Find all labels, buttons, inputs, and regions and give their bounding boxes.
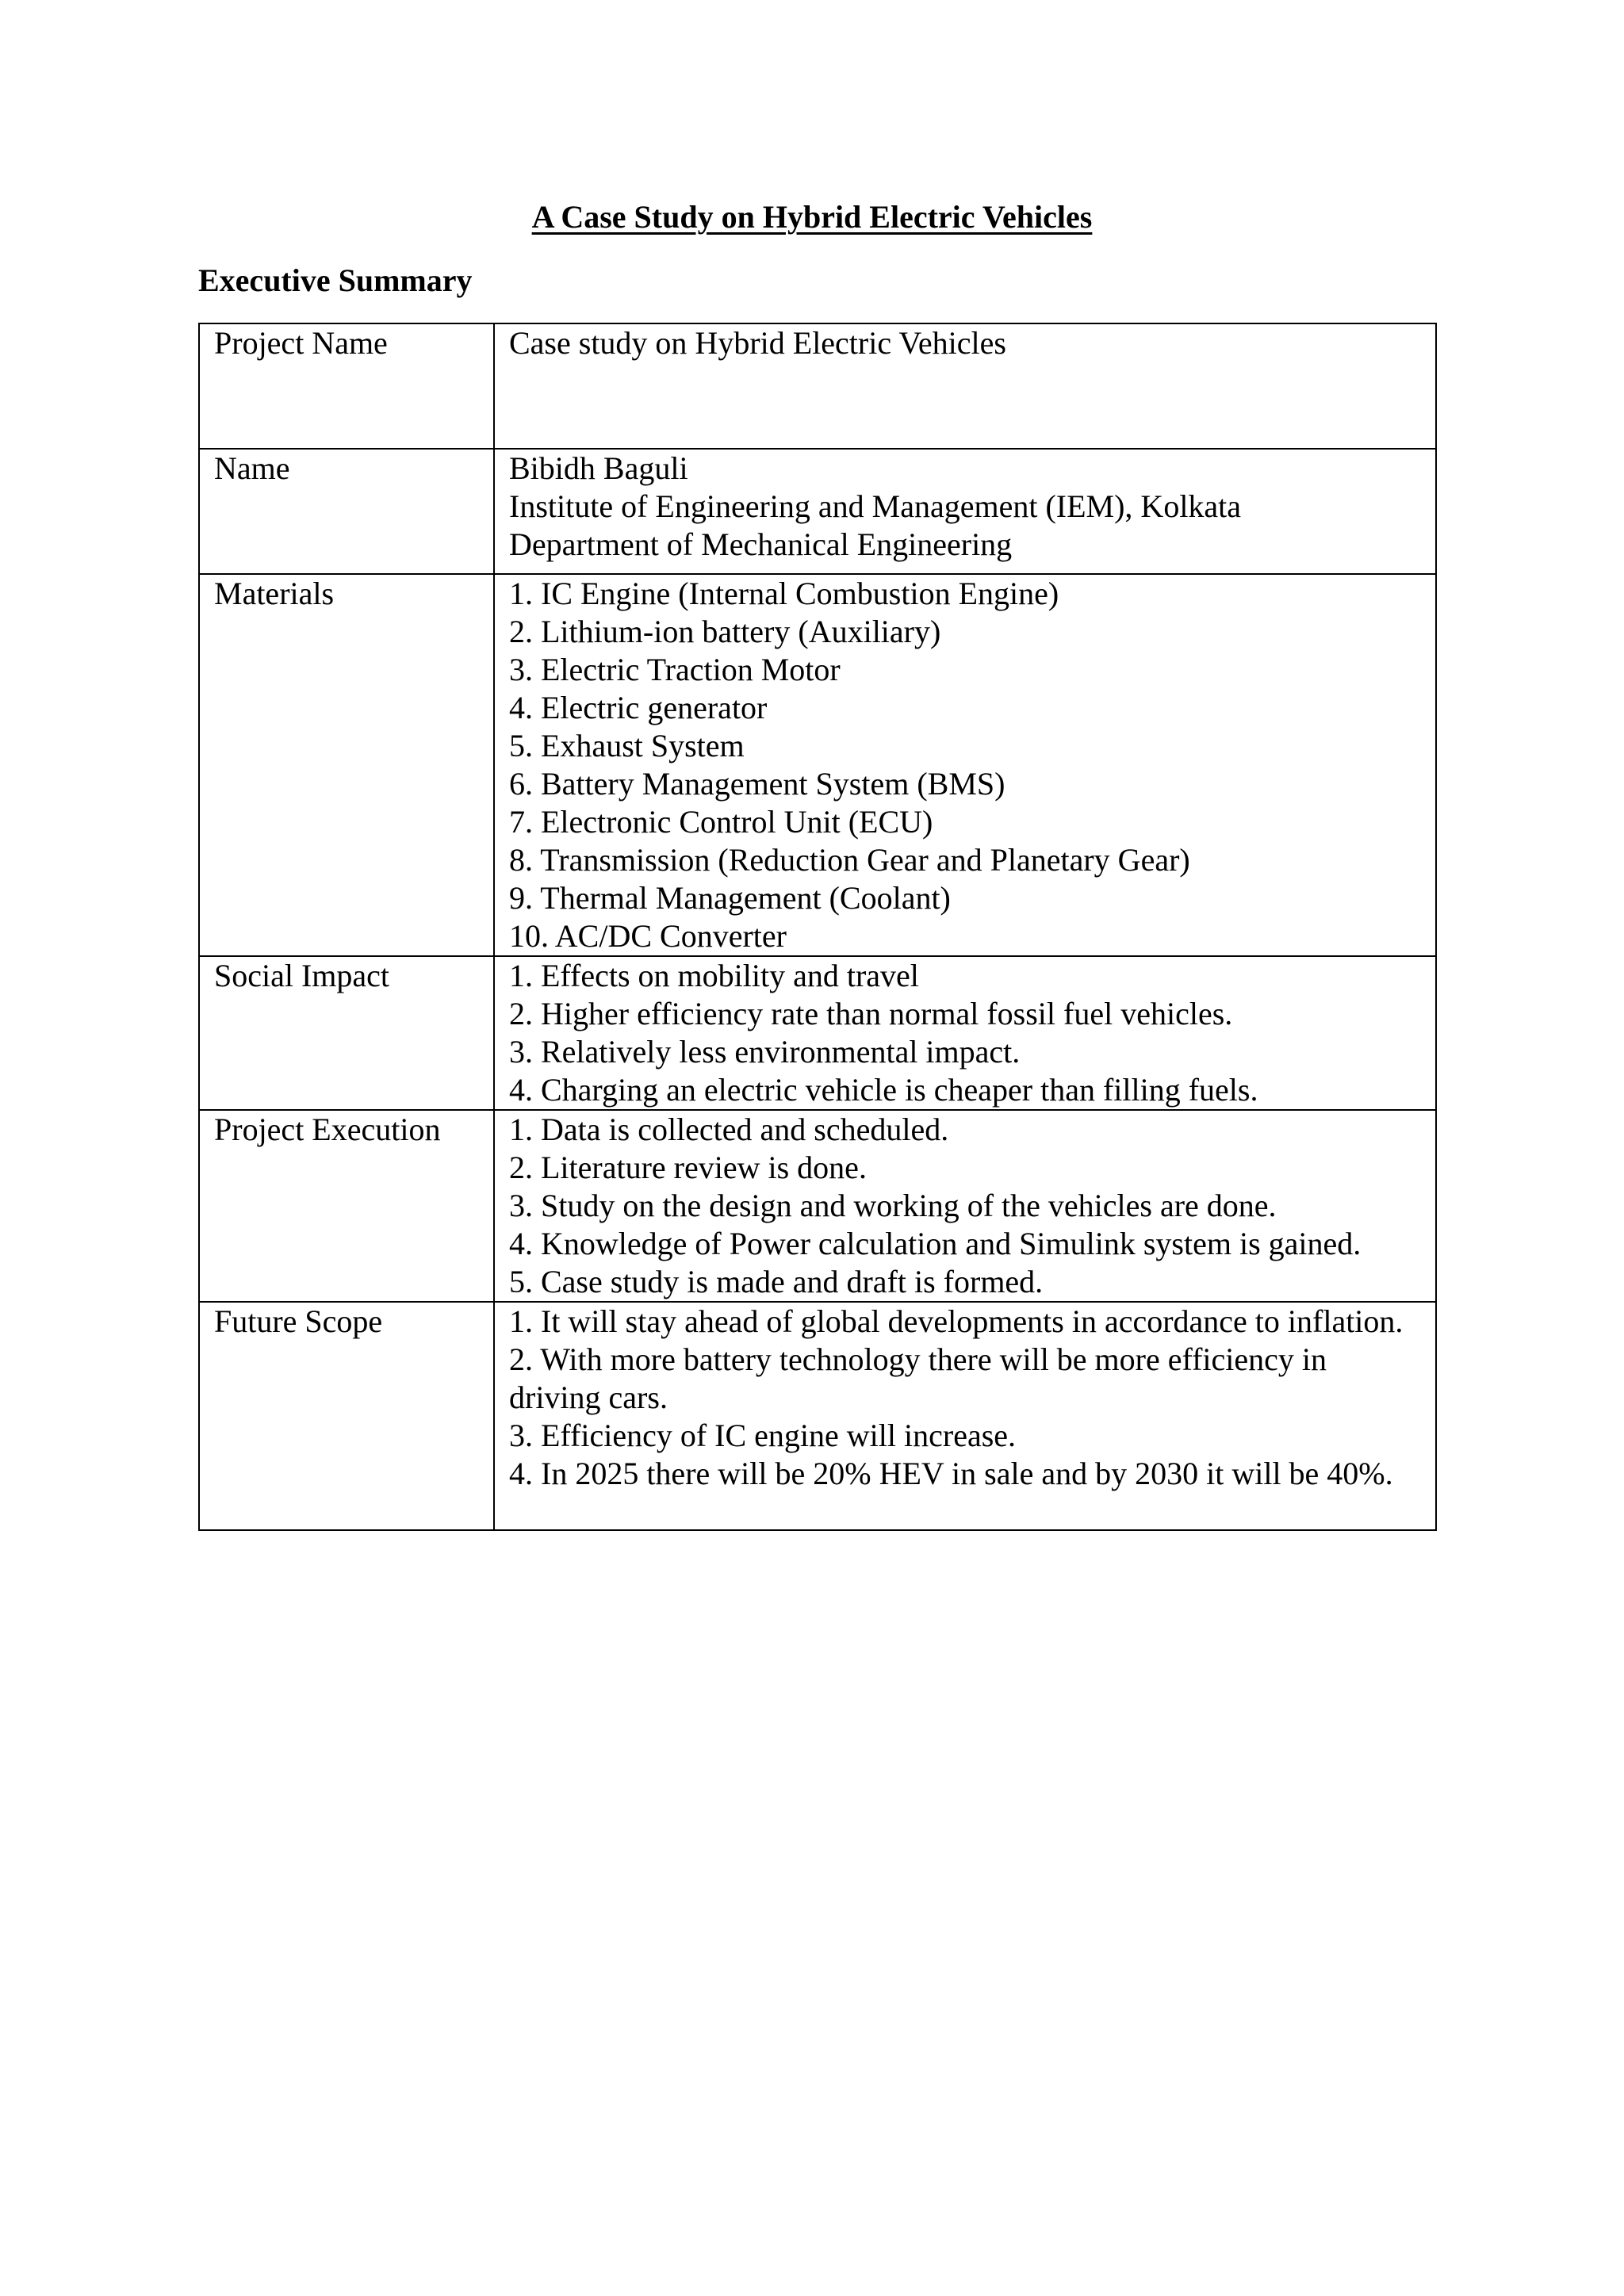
table-row-materials <box>199 574 1436 956</box>
content-line: 3. Efficiency of IC engine will increase. <box>509 1418 1017 1453</box>
content-line: 2. With more battery technology there will be more efficiency in <box>509 1341 1327 1377</box>
row-content <box>494 574 1436 956</box>
content-line: 4. In 2025 there will be 20% HEV in sale and by 2030 it will be 40%. <box>509 1456 1393 1491</box>
content-line: 4. Knowledge of Power calculation and Simulink system is gained. <box>509 1226 1362 1261</box>
content-line: 1. It will stay ahead of global developments in accordance to inflation. <box>509 1303 1404 1339</box>
content-line: Institute of Engineering and Management (IEM), Kolkata <box>509 488 1242 524</box>
content-line: 2. Lithium-ion battery (Auxiliary) <box>509 614 941 649</box>
content-line: 6. Battery Management System (BMS) <box>509 766 1005 802</box>
content-line: 1. Effects on mobility and travel <box>509 958 919 993</box>
content-line: 3. Electric Traction Motor <box>509 652 841 687</box>
table-row-project-execution <box>199 1110 1436 1302</box>
content-line: 4. Electric generator <box>509 690 768 725</box>
content-line: driving cars. <box>509 1380 668 1415</box>
table-row-social-impact <box>199 956 1436 1110</box>
content-line: 2. Literature review is done. <box>509 1150 867 1185</box>
row-content <box>494 449 1436 574</box>
content-line: 9. Thermal Management (Coolant) <box>509 880 951 916</box>
table-row-name <box>199 449 1436 574</box>
section-heading: Executive Summary <box>198 262 473 298</box>
document-title-text: A Case Study on Hybrid Electric Vehicles <box>531 199 1093 235</box>
content-line: Department of Mechanical Engineering <box>509 526 1013 562</box>
row-label: Social Impact <box>199 956 494 1110</box>
content-line: Case study on Hybrid Electric Vehicles <box>509 325 1006 361</box>
table-row-future-scope <box>199 1302 1436 1530</box>
content-line: 5. Case study is made and draft is formed. <box>509 1264 1044 1299</box>
document-title <box>0 197 1624 238</box>
row-content <box>494 1302 1436 1530</box>
table-row-project-name <box>199 323 1436 449</box>
row-label: Name <box>199 449 494 574</box>
content-line: 3. Study on the design and working of the vehicles are done. <box>509 1188 1277 1223</box>
content-line: 5. Exhaust System <box>509 728 745 763</box>
content-line: Bibidh Baguli <box>509 450 688 486</box>
row-label: Project Name <box>199 323 494 449</box>
executive-summary-table <box>198 323 1437 1531</box>
content-line: 3. Relatively less environmental impact. <box>509 1034 1021 1070</box>
content-line: 10. AC/DC Converter <box>509 918 787 954</box>
row-label: Project Execution <box>199 1110 494 1302</box>
row-content <box>494 956 1436 1110</box>
content-line: 1. Data is collected and scheduled. <box>509 1112 949 1147</box>
row-content <box>494 1110 1436 1302</box>
content-line: 2. Higher efficiency rate than normal fossil fuel vehicles. <box>509 996 1233 1031</box>
row-label: Future Scope <box>199 1302 494 1530</box>
row-content <box>494 323 1436 449</box>
content-line: 7. Electronic Control Unit (ECU) <box>509 804 933 840</box>
content-line: 1. IC Engine (Internal Combustion Engine) <box>509 576 1059 611</box>
row-label: Materials <box>199 574 494 956</box>
content-line: 4. Charging an electric vehicle is cheaper than filling fuels. <box>509 1072 1258 1108</box>
content-line: 8. Transmission (Reduction Gear and Planetary Gear) <box>509 842 1190 878</box>
